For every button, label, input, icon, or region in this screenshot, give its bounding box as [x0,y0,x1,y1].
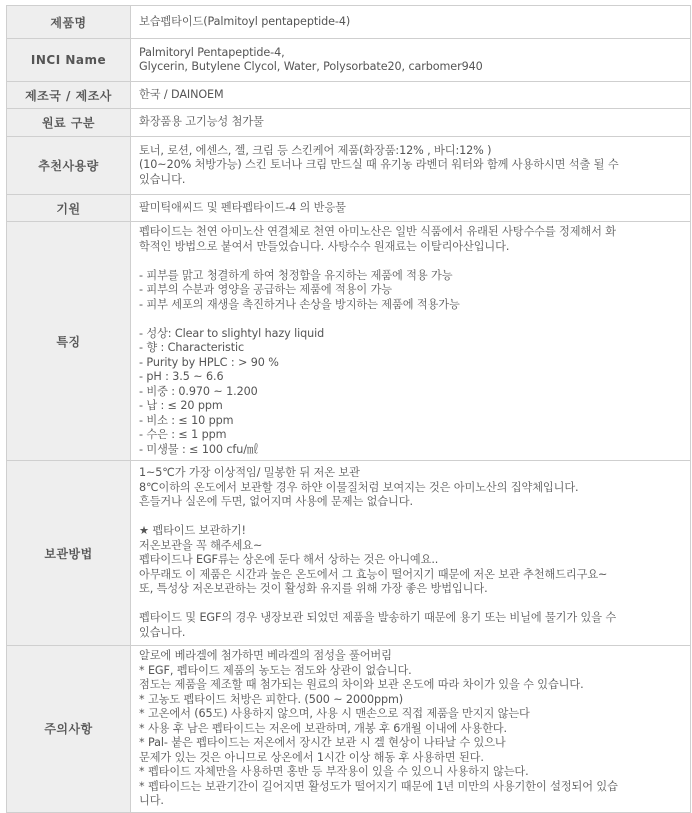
row-value-features [131,222,691,461]
text-line: 점도는 제품을 제조할 때 첨가되는 원료의 차이와 보관 온도에 따라 차이가 있을 수 있습니다. [139,678,584,691]
text-line: - Purity by HPLC : > 90 % [139,355,279,369]
spec-row-inci [7,39,691,82]
row-label-usage: 추천사용량 [7,137,131,195]
text-line: - 피부 세포의 재생을 촉진하거나 손상을 방지하는 제품에 적용가능 [139,297,460,311]
text-line: 니다. [139,794,164,807]
text-line: - 비소 : ≤ 10 ppm [139,413,234,427]
text-line: 8℃이하의 온도에서 보관할 경우 하얀 이물질처럼 보여지는 것은 아미노산의 집약체입니다. [139,480,579,494]
text-line: 펩타이드 및 EGF의 경우 냉장보관 되었던 제품을 발송하기 때문에 용기 또는 비닐에 물기가 있을 수 [139,611,617,624]
spec-row-name [7,6,691,39]
blank-line [139,597,683,612]
row-label-inci: INCI Name [7,39,131,82]
blank-line [139,510,683,525]
text-line: - pH : 3.5 ~ 6.6 [139,370,224,383]
text-line: Palmitoryl Pentapeptide-4, [139,45,285,59]
row-label-name: 제품명 [7,6,131,39]
text-line: - 비중 : 0.970 ~ 1.200 [139,384,258,398]
text-line: ★ 펩타이드 보관하기! [139,524,246,537]
text-line: 있습니다. [139,625,186,639]
text-line: * 사용 후 남은 펩타이드는 저온에 보관하며, 개봉 후 6개월 이내에 사용한다. [139,721,507,735]
text-line: * 고농도 펩타이드 처방은 피한다. (500 ~ 2000ppm) [139,692,404,706]
row-value-inci [131,39,691,82]
text-line: * 펩타이드는 보관기간이 길어지면 활성도가 떨어지기 때문에 1년 미만의 사용기한이 설정되어 있습 [139,779,618,793]
row-label-category: 원료 구분 [7,109,131,137]
spec-row-usage [7,137,691,195]
row-label-source: 기원 [7,195,131,222]
text-line: * 고온에서 (65도) 사용하지 않으며, 사용 시 맨손으로 직접 제품을 만지지 않는다 [139,707,530,720]
text-line: 저온보관을 꼭 해주세요~ [139,538,263,552]
text-line: 토너, 로션, 에센스, 젤, 크림 등 스킨케어 제품(화장품:12% , 바디:12% ) [139,143,492,157]
row-label-caution: 주의사항 [7,646,131,813]
spec-row-features [7,222,691,461]
row-value-source [131,195,691,222]
spec-row-caution [7,646,691,813]
row-value-category [131,109,691,137]
text-line: 팔미틱애씨드 및 펜타펩타이드-4 의 반응물 [139,200,346,214]
text-line: 펩타이드나 EGF류는 상온에 둔다 해서 상하는 것은 아니예요.. [139,553,439,566]
text-line: 학적인 방법으로 붙여서 만들었습니다. 사탕수수 원재료는 이탈리아산입니다. [139,239,510,253]
row-value-caution [131,646,691,813]
text-line: 알로에 베라겔에 첨가하면 베라겔의 점성을 풀어버림 [139,649,392,662]
row-label-storage: 보관방법 [7,461,131,646]
text-line: 1~5℃가 가장 이상적임/ 밀봉한 뒤 저온 보관 [139,466,360,479]
text-line: - 향 : Characteristic [139,341,245,354]
text-line: - 성상: Clear to slightyl hazy liquid [139,326,325,340]
text-line: Glycerin, Butylene Clycol, Water, Polysorbate20, carbomer940 [139,60,483,73]
blank-line [139,254,683,269]
text-line: 펩타이드는 천연 아미노산 연결체로 천연 아미노산은 일반 식품에서 유래된 사탕수수를 정제해서 화 [139,225,617,238]
text-line: (10~20% 처방가능) 스킨 토너나 크림 만드실 때 유기농 라벤더 워터와 함께 사용하시면 석출 될 수 [139,158,619,172]
text-line: - 수은 : ≤ 1 ppm [139,428,227,441]
text-line: 화장품용 고기능성 첨가물 [139,115,264,129]
text-line: - 납 : ≤ 20 ppm [139,399,223,412]
text-line: 흔들거나 실온에 두면, 없어지며 사용에 문제는 없습니다. [139,495,413,508]
row-value-storage [131,461,691,646]
spec-row-origin [7,82,691,109]
text-line: * Pal- 붙은 펩타이드는 저온에서 장시간 보관 시 겔 현상이 나타날 수 있으나 [139,736,506,749]
text-line: - 피부의 수분과 영양을 공급하는 제품에 적용이 가능 [139,283,392,296]
spec-table [6,5,691,813]
row-label-origin: 제조국 / 제조사 [7,82,131,109]
blank-line [139,312,683,327]
text-line: * 펩타이드 자체만을 사용하면 홍반 등 부작용이 있을 수 있으니 사용하지 않는다. [139,765,529,778]
row-label-features: 특징 [7,222,131,461]
text-line: 아무래도 이 제품은 시간과 높은 온도에서 그 효능이 떨어지기 때문에 저온 보관 추천해드리구요~ [139,567,608,581]
spec-row-source [7,195,691,222]
text-line: 있습니다. [139,172,186,186]
text-line: 한국 / DAINOEM [139,87,224,101]
text-line: * EGF, 펩타이드 제품의 농도는 점도와 상관이 없습니다. [139,663,412,677]
text-line: 또, 특성상 저온보관하는 것이 활성화 유지를 위해 가장 좋은 방법입니다. [139,582,488,595]
row-value-origin [131,82,691,109]
text-line: 보습펩타이드(Palmitoyl pentapeptide-4) [139,14,351,28]
spec-table-body [7,6,691,813]
text-line: - 미생물 : ≤ 100 cfu/㎖ [139,442,258,456]
product-spec-sheet [6,5,690,813]
row-value-usage [131,137,691,195]
row-value-name [131,6,691,39]
spec-row-storage [7,461,691,646]
text-line: - 피부를 맑고 청결하게 하여 청정함을 유지하는 제품에 적용 가능 [139,268,453,282]
text-line: 문제가 있는 것은 아니므로 상온에서 1시간 이상 해동 후 사용하면 된다. [139,750,484,764]
spec-row-category [7,109,691,137]
